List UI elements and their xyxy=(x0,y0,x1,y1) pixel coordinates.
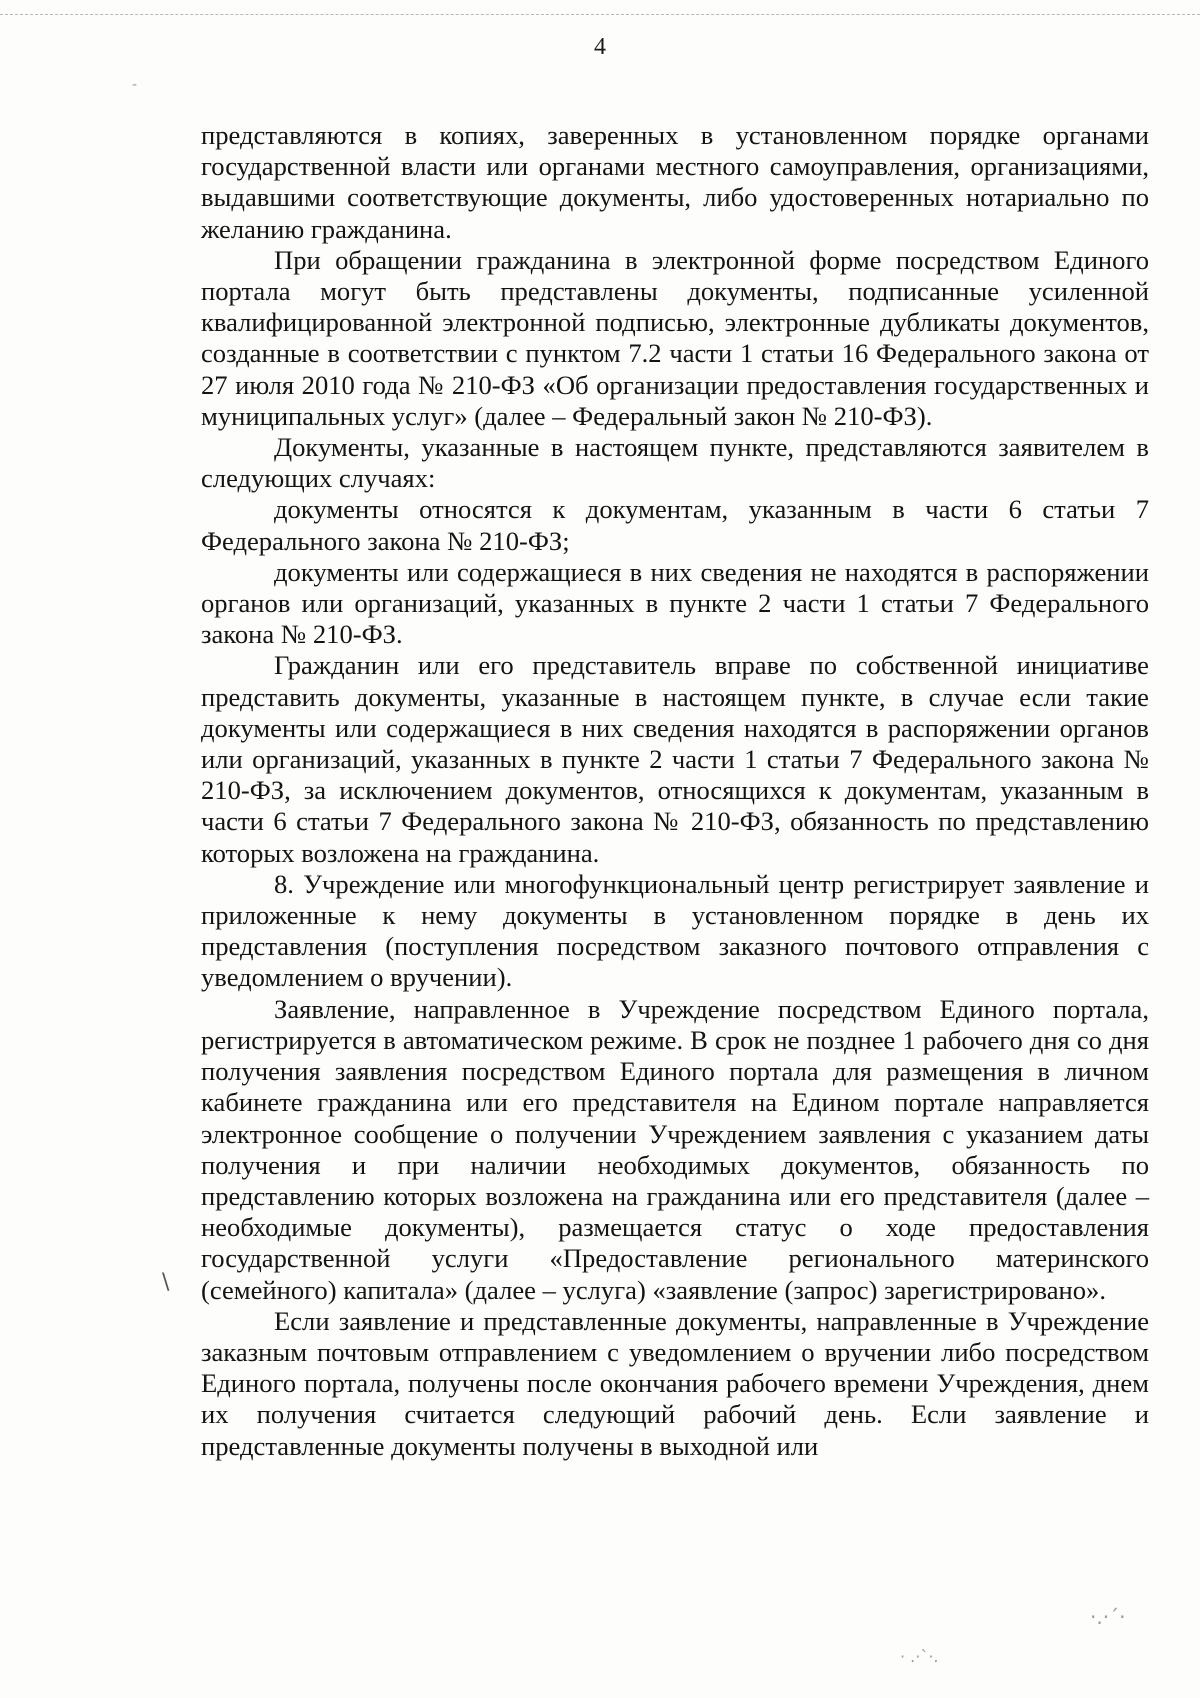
paragraph-5: документы или содержащиеся в них сведения не находятся в распоряжении органов или организаций, указанных в пункте 2 части 1 статьи 7 Федерального закона № 210-ФЗ. xyxy=(201,556,1149,650)
paragraph-7: 8. Учреждение или многофункциональный центр регистрирует заявление и приложенные к нему документы в установленном порядке в день их представления (поступления посредством заказного почтового отправления с уведомлением о вручении). xyxy=(201,868,1149,993)
paragraph-6: Гражданин или его представитель вправе по собственной инициативе представить документы, указанные в настоящем пункте, в случае если такие документы или содержащиеся в них сведения находятся в распоряжении органов или организаций, указанных в пункте 2 части 1 статьи 7 Федерального закона № 210-ФЗ, за исключением документов, относящихся к документам, указанным в части 6 статьи 7 Федерального закона № 210-ФЗ, обязанность по представлению которых возложена на гражданина. xyxy=(201,650,1149,868)
paragraph-9: Если заявление и представленные документы, направленные в Учреждение заказным почтовым отправлением с уведомлением о вручении либо посредством Единого портала, получены после окончания рабочего времени Учреждения, днем их получения считается следующий рабочий день. Если заявление и представленные документы получены в выходной или xyxy=(201,1305,1149,1461)
paragraph-3: Документы, указанные в настоящем пункте, представляются заявителем в следующих случаях: xyxy=(201,432,1149,494)
paragraph-8: Заявление, направленное в Учреждение посредством Единого портала, регистрируется в автоматическом режиме. В срок не позднее 1 рабочего дня со дня получения заявления посредством Единого портала для размещения в личном кабинете гражданина или его представителя на Едином портале направляется электронное сообщение о получении Учреждением заявления с указанием даты получения и при наличии необходимых документов, обязанность по представлению которых возложена на гражданина или его представителя (далее – необходимые документы), размещается статус о ходе предоставления государственной услуги «Предоставление регионального материнского (семейного) капитала» (далее – услуга) «заявление (запрос) зарегистрировано». xyxy=(201,993,1149,1305)
paragraph-4: документы относятся к документам, указанным в части 6 статьи 7 Федерального закона № 210-ФЗ; xyxy=(201,494,1149,556)
scan-speck: ·.·´· xyxy=(1090,1605,1126,1629)
paragraph-1: представляются в копиях, заверенных в установленном порядке органами государственной власти или органами местного самоуправления, организациями, выдавшими соответствующие документы, либо удостоверенных нотариально по желанию гражданина. xyxy=(201,120,1149,244)
page-number: 4 xyxy=(594,34,606,60)
scan-speck: \ xyxy=(162,1270,170,1295)
scan-speck: · .·`·. xyxy=(900,1647,939,1666)
scan-top-edge xyxy=(0,14,1200,15)
scan-speck: - xyxy=(132,77,138,93)
paragraph-2: При обращении гражданина в электронной форме посредством Единого портала могут быть представлены документы, подписанные усиленной квалифицированной электронной подписью, электронные дубликаты документов, созданные в соответствии с пунктом 7.2 части 1 статьи 16 Федерального закона от 27 июля 2010 года № 210-ФЗ «Об организации предоставления государственных и муниципальных услуг» (далее – Федеральный закон № 210-ФЗ). xyxy=(201,244,1149,431)
document-body xyxy=(201,120,1149,1462)
